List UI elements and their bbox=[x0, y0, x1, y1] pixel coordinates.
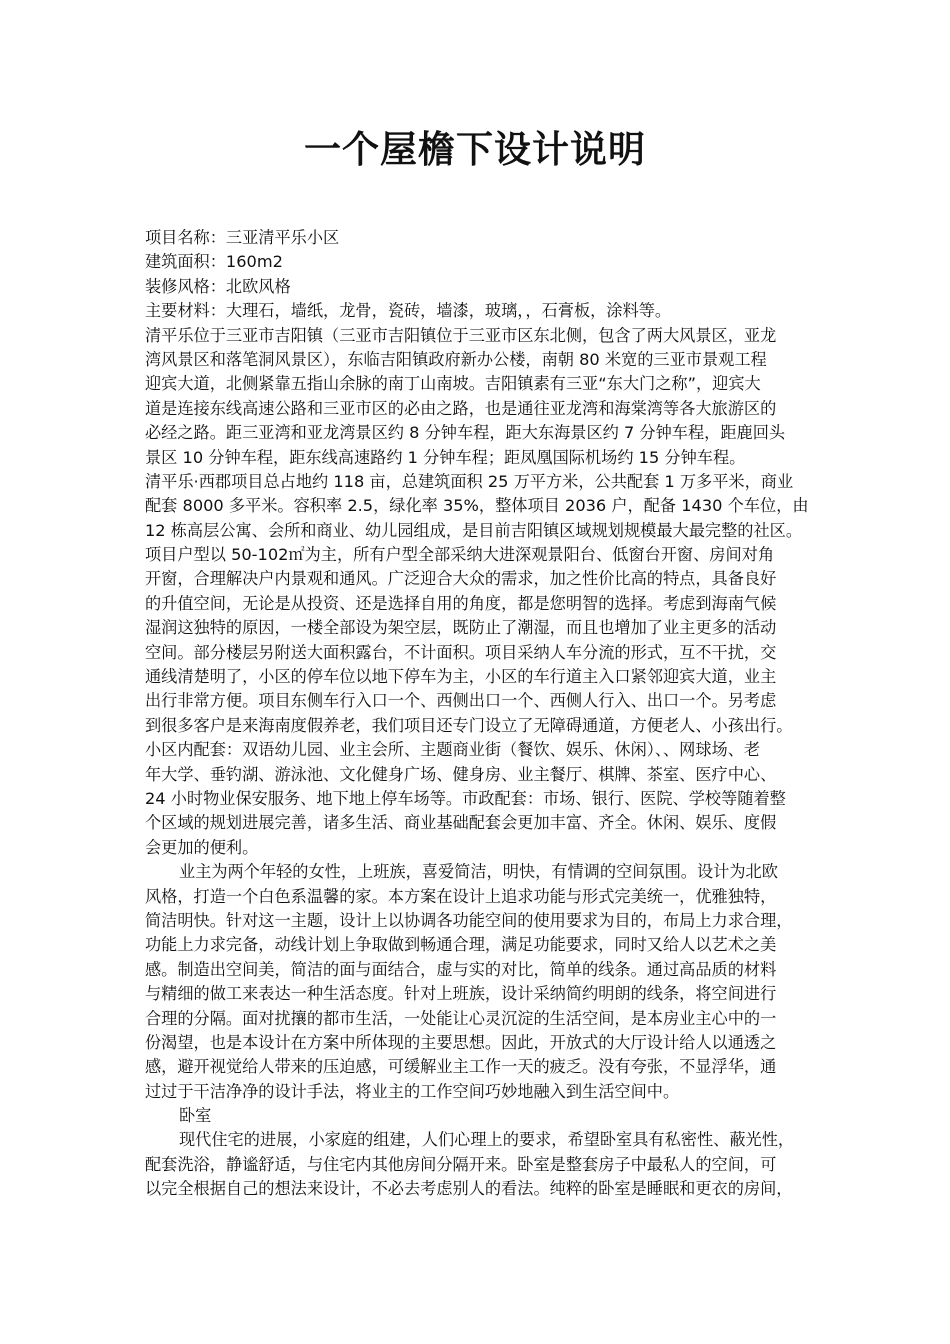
text-line: 简洁明快。针对这一主题，设计上以协调各功能空间的使用要求为目的，布局上力求合理， bbox=[145, 910, 793, 930]
text-line: 配套 8000 多平米。容积率 2.5，绿化率 35%，整体项目 2036 户，配备 1430 个车位，由 bbox=[145, 496, 809, 516]
text-line: 小区内配套：双语幼儿园、业主会所、主题商业街（餐饮、娱乐、休闲）、、网球场、老 bbox=[145, 740, 761, 760]
text-line: 卧室 bbox=[179, 1106, 212, 1126]
text-line: 景区 10 分钟车程，距东线高速路约 1 分钟车程；距凤凰国际机场约 15 分钟车程。 bbox=[145, 447, 746, 467]
text-line: 过过于干洁净净的设计手法，将业主的工作空间巧妙地融入到生活空间中。 bbox=[145, 1081, 680, 1101]
text-line: 配套洗浴，静谧舒适，与住宅内其他房间分隔开来。卧室是整套房子中最私人的空间，可 bbox=[145, 1154, 777, 1174]
text-line: 到很多客户是来海南度假养老，我们项目还专门设立了无障碍通道，方便老人、小孩出行。 bbox=[145, 715, 793, 735]
text-line: 迎宾大道，北侧紧靠五指山余脉的南丁山南坡。吉阳镇素有三亚“东大门之称”，迎宾大 bbox=[145, 374, 761, 394]
text-line: 通线清楚明了，小区的停车位以地下停车为主，小区的车行道主入口紧邻迎宾大道，业主 bbox=[145, 667, 777, 687]
text-line: 清平乐位于三亚市吉阳镇（三亚市吉阳镇位于三亚市区东北侧，包含了两大风景区，亚龙 bbox=[145, 325, 777, 345]
text-line: 风格，打造一个白色系温馨的家。本方案在设计上追求功能与形式完美统一，优雅独特， bbox=[145, 886, 777, 906]
text-line: 装修风格：北欧风格 bbox=[145, 276, 291, 296]
text-line: 道是连接东线高速公路和三亚市区的必由之路，也是通往亚龙湾和海棠湾等各大旅游区的 bbox=[145, 398, 777, 418]
text-line: 业主为两个年轻的女性，上班族，喜爱简洁，明快，有情调的空间氛围。设计为北欧 bbox=[179, 862, 778, 882]
text-line: 合理的分隔。面对扰攘的都市生活，一处能让心灵沉淀的生活空间，是本房业主心中的一 bbox=[145, 1008, 777, 1028]
text-line: 项目名称：三亚清平乐小区 bbox=[145, 228, 340, 247]
text-line: 会更加的便利。 bbox=[145, 837, 259, 857]
text-line: 功能上力求完备，动线计划上争取做到畅通合理，满足功能要求，同时又给人以艺术之美 bbox=[145, 935, 777, 955]
text-line: 清平乐·西郡项目总占地约 118 亩，总建筑面积 25 万平方米，公共配套 1 万多平米，商业 bbox=[145, 471, 794, 491]
text-line: 建筑面积：160m2 bbox=[145, 252, 283, 272]
text-line: 项目户型以 50-102㎡为主，所有户型全部采纳大进深观景阳台、低窗台开窗、房间对角 bbox=[145, 545, 775, 565]
document-body bbox=[145, 226, 813, 1202]
text-line: 湿润这独特的原因，一楼全部设为架空层，既防止了潮湿，而且也增加了业主更多的活动 bbox=[145, 618, 777, 638]
text-line: 24 小时物业保安服务、地下地上停车场等。市政配套：市场、银行、医院、学校等随着整 bbox=[145, 788, 786, 808]
text-line: 空间。部分楼层另附送大面积露台，不计面积。项目采纳人车分流的形式，互不干扰，交 bbox=[145, 642, 777, 662]
text-line: 12 栋高层公寓、会所和商业、幼儿园组成，是目前吉阳镇区域规划规模最大最完整的社区。 bbox=[145, 520, 803, 540]
text-line: 以完全根据自己的想法来设计，不必去考虑别人的看法。纯粹的卧室是睡眠和更衣的房间， bbox=[145, 1179, 793, 1199]
text-line: 湾风景区和落笔洞风景区），东临吉阳镇政府新办公楼，南朝 80 米宽的三亚市景观工程 bbox=[145, 349, 767, 369]
document-title: 一个屋檐下设计说明 bbox=[304, 128, 646, 171]
text-line: 主要材料：大理石，墙纸，龙骨，瓷砖，墙漆，玻璃，，石膏板，涂料等。 bbox=[145, 301, 672, 321]
text-line: 与精细的做工来表达一种生活态度。针对上班族，设计采纳简约明朗的线条，将空间进行 bbox=[145, 984, 777, 1004]
text-line: 开窗，合理解决户内景观和通风。广泛迎合大众的需求，加之性价比高的特点，具备良好 bbox=[145, 569, 777, 589]
text-line: 出行非常方便。项目东侧车行入口一个、西侧出口一个、西侧人行入、出口一个。另考虑 bbox=[145, 691, 777, 711]
text-line: 必经之路。距三亚湾和亚龙湾景区约 8 分钟车程，距大东海景区约 7 分钟车程，距鹿回头 bbox=[145, 423, 786, 443]
text-line: 感，避开视觉给人带来的压迫感，可缓解业主工作一天的疲乏。没有夸张，不显浮华，通 bbox=[145, 1057, 777, 1077]
text-line: 现代住宅的进展，小家庭的组建，人们心理上的要求，希望卧室具有私密性、蔽光性， bbox=[179, 1130, 795, 1150]
text-line: 个区域的规划进展完善，诸多生活、商业基础配套会更加丰富、齐全。休闲、娱乐、度假 bbox=[145, 813, 777, 833]
text-line: 年大学、垂钓湖、游泳池、文化健身广场、健身房、业主餐厅、棋牌、茶室、医疗中心、 bbox=[145, 764, 777, 784]
text-line: 份渴望，也是本设计在方案中所体现的主要思想。因此，开放式的大厅设计给人以通透之 bbox=[145, 1032, 777, 1052]
text-line: 感。制造出空间美，简洁的面与面结合，虚与实的对比，简单的线条。通过高品质的材料 bbox=[145, 959, 777, 979]
text-line: 的升值空间，无论是从投资、还是选择自用的角度，都是您明智的选择。考虑到海南气候 bbox=[145, 593, 777, 613]
